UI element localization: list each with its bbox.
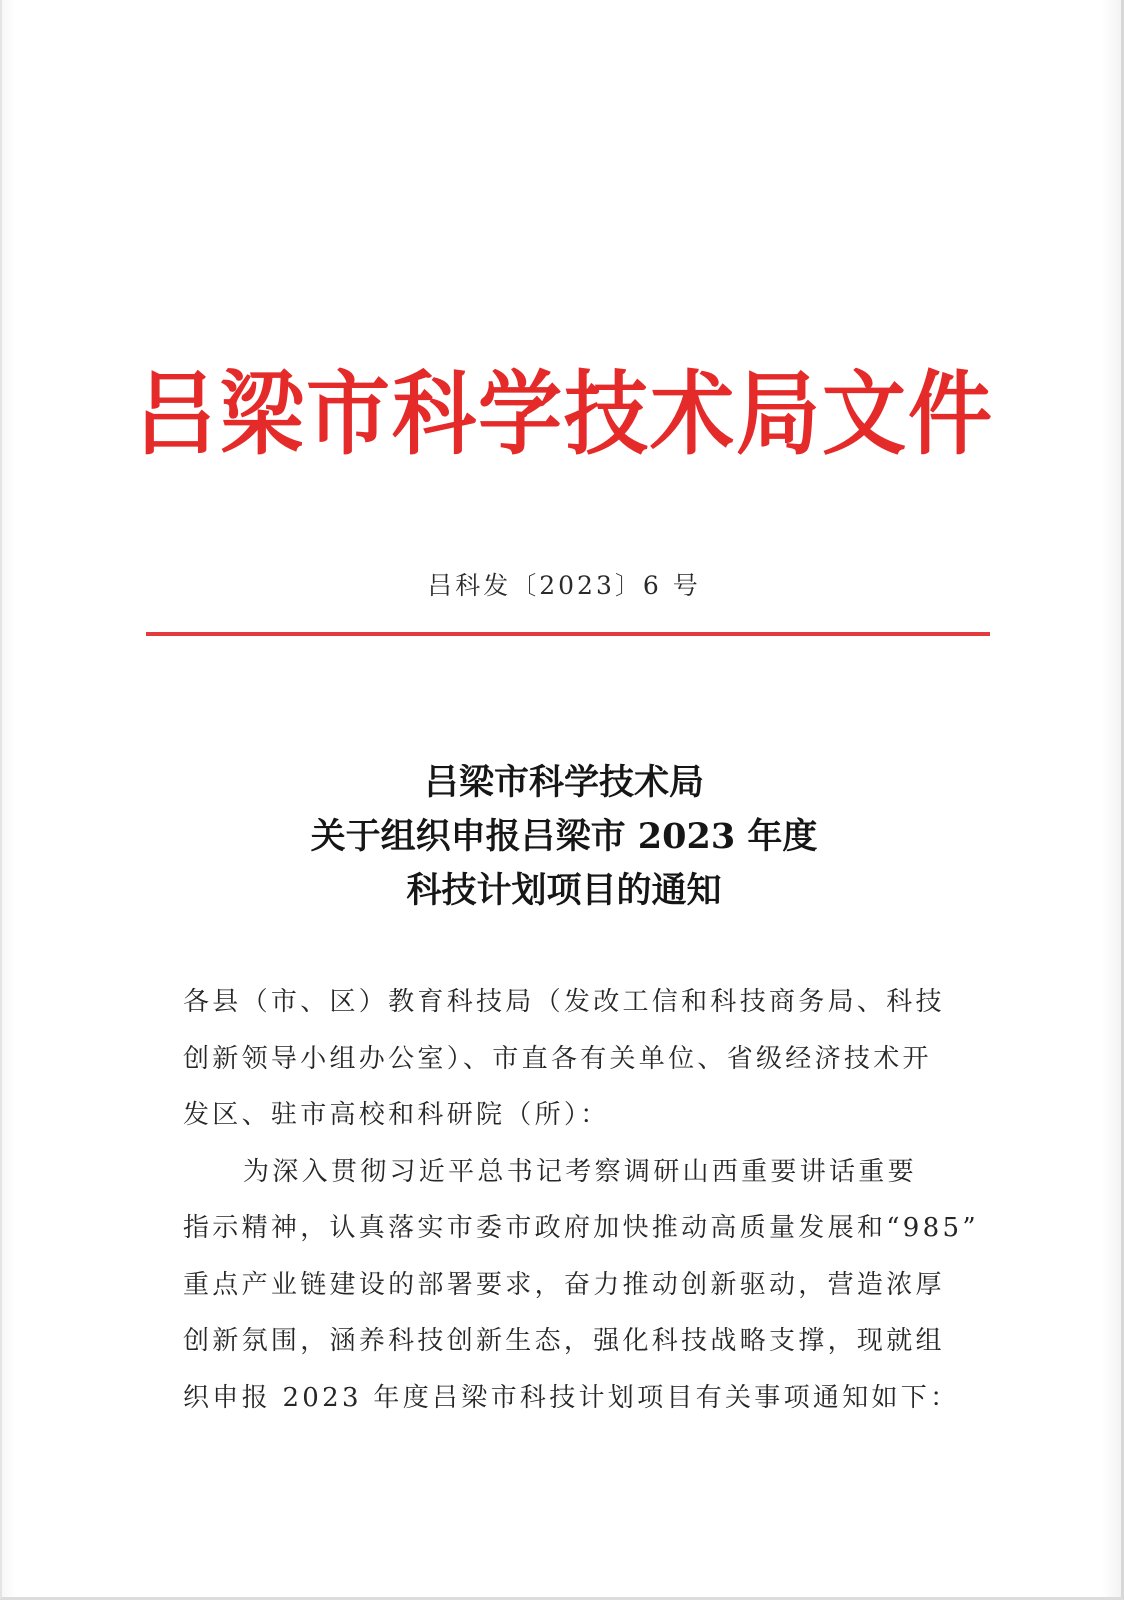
addressee-line: 发区、驻市高校和科研院（所）： (183, 1100, 610, 1130)
title-line: 关于组织申报吕梁市 2023 年度 (310, 816, 818, 857)
paragraph-line: 织申报 2023 年度吕梁市科技计划项目有关事项通知如下： (183, 1382, 960, 1413)
addressee-line: 创新领导小组办公室）、市直各有关单位、省级经济技术开 (183, 1043, 932, 1074)
document-number: 吕科发〔2023〕6 号 (427, 571, 701, 600)
paragraph-line: 重点产业链建设的部署要求，奋力推动创新驱动，营造浓厚 (183, 1269, 945, 1300)
notice-body (183, 974, 979, 1426)
paragraph-line: 创新氛围，涵养科技创新生态，强化科技战略支撑，现就组 (183, 1326, 945, 1356)
masthead-title: 吕梁市科学技术局文件 (133, 361, 994, 467)
addressee-line: 各县（市、区）教育科技局（发改工信和科技商务局、科技 (183, 987, 945, 1017)
red-divider-rule (146, 632, 990, 636)
paragraph-line: 指示精神，认真落实市委市政府加快推动高质量发展和“985” (183, 1213, 979, 1243)
title-line: 科技计划项目的通知 (406, 870, 722, 911)
paragraph-line: 为深入贯彻习近平总书记考察调研山西重要讲话重要 (243, 1156, 917, 1187)
title-line: 吕梁市科学技术局 (423, 762, 704, 803)
notice-title (2, 756, 1124, 918)
